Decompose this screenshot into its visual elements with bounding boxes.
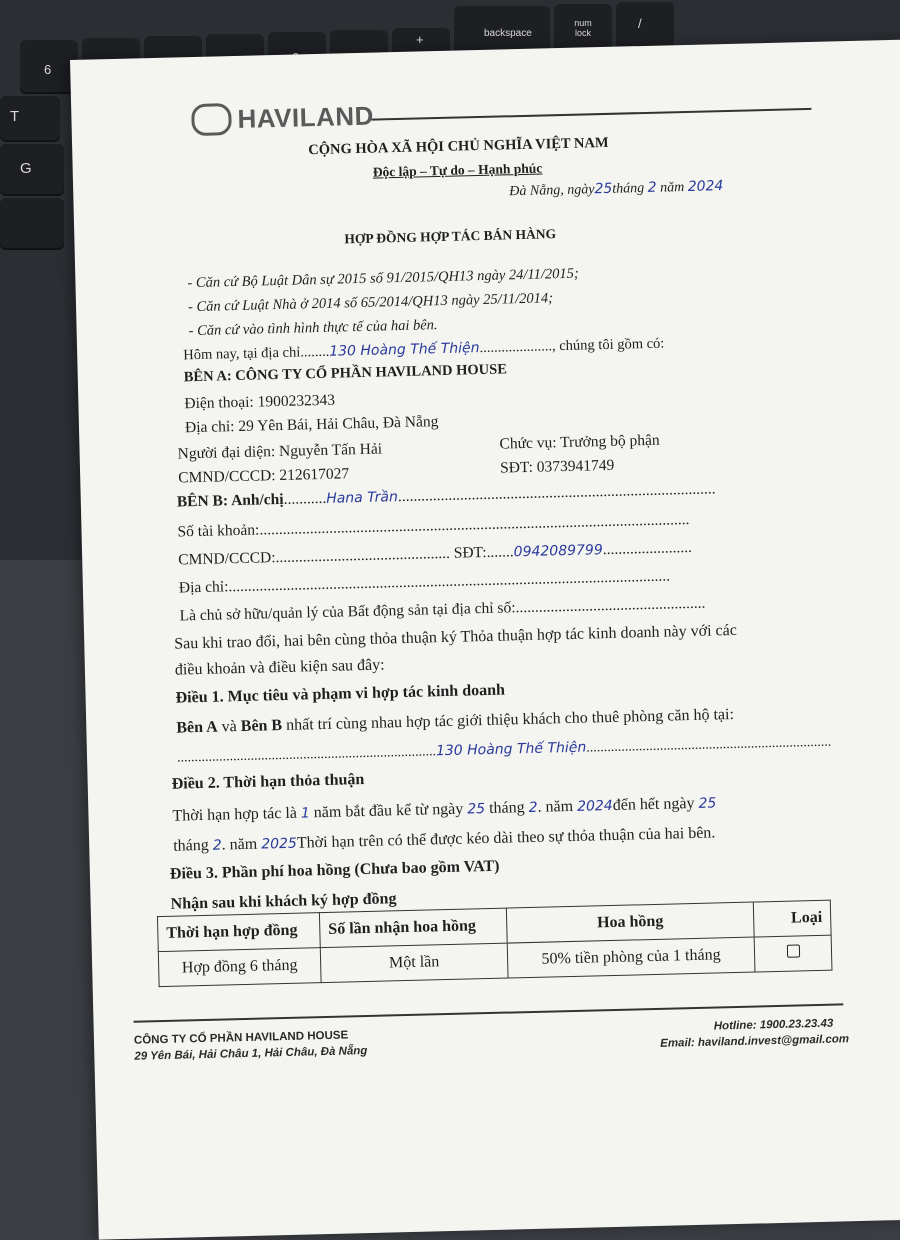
table-header: Hoa hồng <box>506 902 754 943</box>
key-t: T <box>0 96 60 140</box>
date-line: Đà Nẵng, ngày25tháng 2 năm 2024 <box>509 178 724 200</box>
table-cell: Một lần <box>320 943 508 983</box>
key-num-lock: num lock <box>554 4 612 56</box>
table-header: Loại <box>753 900 831 937</box>
article-1-text: Bên A và Bên B nhất trí cùng nhau hợp tác giới thiệu khách cho thuê phòng căn hộ tại: <box>176 705 735 737</box>
article-3-subtitle: Nhận sau khi khách ký hợp đồng <box>170 890 397 913</box>
footer-address: 29 Yên Bái, Hải Châu 1, Hải Châu, Đà Nẵng <box>134 1045 368 1063</box>
table-header: Thời hạn hợp đồng <box>157 913 320 952</box>
motto: Độc lập – Tự do – Hạnh phúc <box>372 160 543 180</box>
party-a-sdt: SĐT: 0373941749 <box>499 456 615 477</box>
haviland-logo-icon <box>191 103 232 136</box>
footer-company: CÔNG TY CỔ PHẦN HAVILAND HOUSE <box>133 1029 349 1047</box>
key-blank-1 <box>0 198 64 248</box>
contract-title: HỢP ĐỒNG HỢP TÁC BÁN HÀNG <box>344 226 557 247</box>
key-g: G <box>0 144 64 194</box>
article-2-line-1: Thời hạn hợp tác là 1 năm bắt đầu kể từ ngày 25 tháng 2. năm 2024đến hết ngày 25 <box>172 794 717 825</box>
account-line: Số tài khoản:............................................................................................................... <box>177 511 690 541</box>
table-header: Số lần nhận hoa hồng <box>319 908 507 948</box>
party-a-phone: Điện thoại: 1900232343 <box>184 391 336 413</box>
basis-2: - Căn cứ Luật Nhà ở 2014 số 65/2014/QH13 ngày 25/11/2014; <box>187 290 554 316</box>
footer-hotline: Hotline: 1900.23.23.43 <box>713 1017 834 1033</box>
table-cell: Hợp đồng 6 tháng <box>158 948 321 987</box>
party-a: BÊN A: CÔNG TY CỔ PHẦN HAVILAND HOUSE <box>183 361 508 386</box>
contract-paper <box>70 38 900 1239</box>
party-b-line: BÊN B: Anh/chị...........Hana Trần.................................................................................. <box>176 480 716 511</box>
commission-table <box>157 900 833 987</box>
key-slash: / <box>616 2 674 54</box>
address-b-line: Địa chỉ:.................................................................................................................. <box>178 567 671 597</box>
nation-title: CỘNG HÒA XÃ HỘI CHỦ NGHĨA VIỆT NAM <box>308 134 609 159</box>
header-rule <box>372 108 812 120</box>
article-2-line-2: tháng 2. năm 2025Thời hạn trên có thể được kéo dài theo sự thỏa thuận của hai bên. <box>173 824 716 855</box>
party-a-rep: Người đại diện: Nguyễn Tấn Hải <box>177 440 383 463</box>
basis-1: - Căn cứ Bộ Luật Dân sự 2015 số 91/2015/QH13 ngày 24/11/2015; <box>187 265 579 292</box>
article-3-title: Điều 3. Phần phí hoa hồng (Chưa bao gồm VAT) <box>169 857 500 883</box>
key-plus: + <box>392 28 450 80</box>
key-backspace: backspace <box>454 6 550 58</box>
owner-line: Là chủ sở hữu/quản lý của Bất động sản tại địa chỉ số:................................................. <box>179 594 706 625</box>
agree-line-2: điều khoản và điều kiện sau đây: <box>174 656 385 679</box>
agree-line-1: Sau khi trao đổi, hai bên cùng thỏa thuận ký Thỏa thuận hợp tác kinh doanh này với các <box>174 621 738 653</box>
basis-3: - Căn cứ vào tình hình thực tế của hai bên. <box>188 317 438 340</box>
footer-email: Email: haviland.invest@gmail.com <box>660 1033 850 1050</box>
table-cell: 50% tiền phòng của 1 tháng <box>507 937 755 978</box>
haviland-logo: HAVILAND <box>191 101 374 139</box>
party-a-position: Chức vụ: Trưởng bộ phận <box>499 431 660 453</box>
key-6: 6 <box>20 40 78 92</box>
type-checkbox[interactable] <box>786 944 799 957</box>
party-a-id: CMND/CCCD: 212617027 <box>178 465 350 487</box>
article-1-address: ..........................................................................130 Hoàng Thế Thiện...................................................................... <box>176 734 832 766</box>
id-b-line: CMND/CCCD:............................................. SĐT:.......0942089799....................... <box>178 538 693 569</box>
article-2-title: Điều 2. Thời hạn thỏa thuận <box>171 771 365 793</box>
table-cell <box>754 935 832 972</box>
article-1-title: Điều 1. Mục tiêu và phạm vi hợp tác kinh doanh <box>175 681 506 707</box>
meeting-line: Hôm nay, tại địa chỉ........130 Hoàng Thế Thiện...................., chúng tôi gồm có: <box>183 335 665 364</box>
party-a-address: Địa chỉ: 29 Yên Bái, Hải Châu, Đà Nẵng <box>184 413 439 437</box>
